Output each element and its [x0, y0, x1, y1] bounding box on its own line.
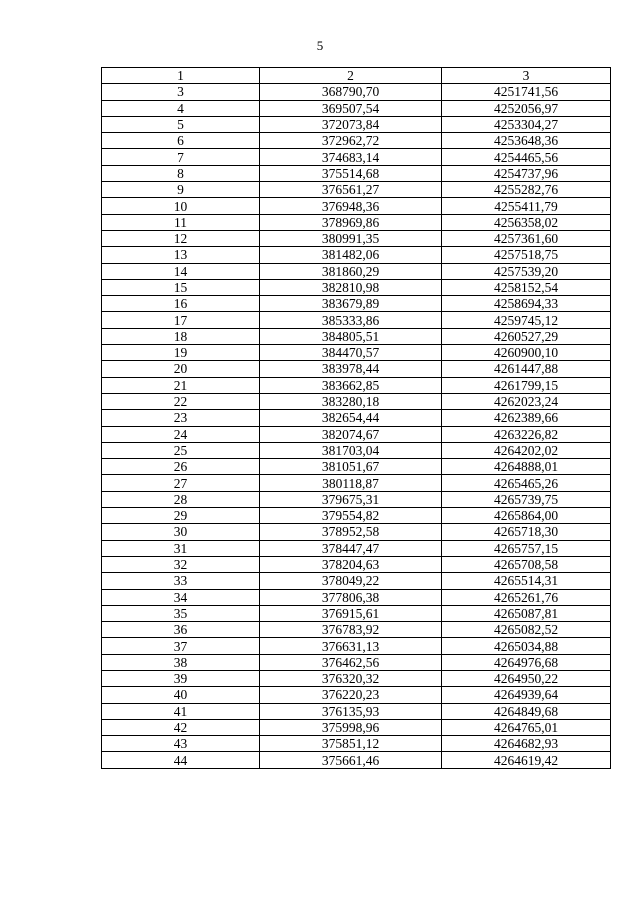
y-coordinate-cell: 4253648,36 — [442, 133, 611, 149]
column-header-2: 2 — [260, 68, 442, 84]
point-number-cell: 24 — [102, 426, 260, 442]
table-row — [102, 426, 611, 442]
x-coordinate-cell: 382654,44 — [260, 410, 442, 426]
table-row — [102, 84, 611, 100]
point-number-cell: 11 — [102, 214, 260, 230]
point-number-cell: 6 — [102, 133, 260, 149]
point-number-cell: 32 — [102, 556, 260, 572]
table-row — [102, 361, 611, 377]
x-coordinate-cell: 383280,18 — [260, 393, 442, 409]
x-coordinate-cell: 381703,04 — [260, 442, 442, 458]
x-coordinate-cell: 375514,68 — [260, 165, 442, 181]
table-row — [102, 638, 611, 654]
x-coordinate-cell: 376915,61 — [260, 605, 442, 621]
table-row — [102, 442, 611, 458]
y-coordinate-cell: 4256358,02 — [442, 214, 611, 230]
point-number-cell: 16 — [102, 296, 260, 312]
y-coordinate-cell: 4264976,68 — [442, 654, 611, 670]
table-row — [102, 345, 611, 361]
point-number-cell: 10 — [102, 198, 260, 214]
y-coordinate-cell: 4262389,66 — [442, 410, 611, 426]
y-coordinate-cell: 4260527,29 — [442, 328, 611, 344]
y-coordinate-cell: 4265514,31 — [442, 573, 611, 589]
point-number-cell: 8 — [102, 165, 260, 181]
x-coordinate-cell: 383978,44 — [260, 361, 442, 377]
table-row — [102, 377, 611, 393]
x-coordinate-cell: 385333,86 — [260, 312, 442, 328]
y-coordinate-cell: 4264950,22 — [442, 670, 611, 686]
table-header — [102, 68, 611, 84]
table-row — [102, 524, 611, 540]
table-row — [102, 605, 611, 621]
x-coordinate-cell: 382810,98 — [260, 279, 442, 295]
table-row — [102, 410, 611, 426]
table-row — [102, 247, 611, 263]
x-coordinate-cell: 372962,72 — [260, 133, 442, 149]
point-number-cell: 4 — [102, 100, 260, 116]
table-row — [102, 589, 611, 605]
point-number-cell: 19 — [102, 345, 260, 361]
point-number-cell: 38 — [102, 654, 260, 670]
x-coordinate-cell: 378049,22 — [260, 573, 442, 589]
table-row — [102, 573, 611, 589]
column-header-3: 3 — [442, 68, 611, 84]
x-coordinate-cell: 384805,51 — [260, 328, 442, 344]
y-coordinate-cell: 4265261,76 — [442, 589, 611, 605]
page-number: 5 — [316, 38, 324, 53]
x-coordinate-cell: 378969,86 — [260, 214, 442, 230]
point-number-cell: 21 — [102, 377, 260, 393]
x-coordinate-cell: 384470,57 — [260, 345, 442, 361]
x-coordinate-cell: 383662,85 — [260, 377, 442, 393]
x-coordinate-cell: 380991,35 — [260, 230, 442, 246]
y-coordinate-cell: 4258152,54 — [442, 279, 611, 295]
x-coordinate-cell: 376631,13 — [260, 638, 442, 654]
point-number-cell: 34 — [102, 589, 260, 605]
y-coordinate-cell: 4265465,26 — [442, 475, 611, 491]
table-row — [102, 736, 611, 752]
y-coordinate-cell: 4261799,15 — [442, 377, 611, 393]
y-coordinate-cell: 4255411,79 — [442, 198, 611, 214]
point-number-cell: 44 — [102, 752, 260, 768]
y-coordinate-cell: 4265087,81 — [442, 605, 611, 621]
table-row — [102, 133, 611, 149]
x-coordinate-cell: 376561,27 — [260, 182, 442, 198]
table-row — [102, 312, 611, 328]
point-number-cell: 3 — [102, 84, 260, 100]
table-body — [102, 84, 611, 768]
y-coordinate-cell: 4264202,02 — [442, 442, 611, 458]
point-number-cell: 37 — [102, 638, 260, 654]
y-coordinate-cell: 4258694,33 — [442, 296, 611, 312]
point-number-cell: 31 — [102, 540, 260, 556]
y-coordinate-cell: 4265082,52 — [442, 622, 611, 638]
table-row — [102, 491, 611, 507]
y-coordinate-cell: 4251741,56 — [442, 84, 611, 100]
y-coordinate-cell: 4265034,88 — [442, 638, 611, 654]
x-coordinate-cell: 376948,36 — [260, 198, 442, 214]
y-coordinate-cell: 4255282,76 — [442, 182, 611, 198]
x-coordinate-cell: 378447,47 — [260, 540, 442, 556]
y-coordinate-cell: 4264765,01 — [442, 719, 611, 735]
point-number-cell: 17 — [102, 312, 260, 328]
y-coordinate-cell: 4264619,42 — [442, 752, 611, 768]
table-row — [102, 328, 611, 344]
table-row — [102, 719, 611, 735]
y-coordinate-cell: 4264849,68 — [442, 703, 611, 719]
table-row — [102, 182, 611, 198]
point-number-cell: 7 — [102, 149, 260, 165]
point-number-cell: 9 — [102, 182, 260, 198]
point-number-cell: 26 — [102, 459, 260, 475]
x-coordinate-cell: 381482,06 — [260, 247, 442, 263]
table-row — [102, 703, 611, 719]
table-row — [102, 116, 611, 132]
x-coordinate-cell: 376135,93 — [260, 703, 442, 719]
x-coordinate-cell: 376220,23 — [260, 687, 442, 703]
y-coordinate-cell: 4254737,96 — [442, 165, 611, 181]
table-row — [102, 670, 611, 686]
point-number-cell: 29 — [102, 508, 260, 524]
x-coordinate-cell: 380118,87 — [260, 475, 442, 491]
x-coordinate-cell: 372073,84 — [260, 116, 442, 132]
y-coordinate-cell: 4257361,60 — [442, 230, 611, 246]
x-coordinate-cell: 375851,12 — [260, 736, 442, 752]
table-row — [102, 475, 611, 491]
y-coordinate-cell: 4259745,12 — [442, 312, 611, 328]
x-coordinate-cell: 368790,70 — [260, 84, 442, 100]
table-row — [102, 687, 611, 703]
y-coordinate-cell: 4265757,15 — [442, 540, 611, 556]
point-number-cell: 41 — [102, 703, 260, 719]
header-row — [102, 68, 611, 84]
point-number-cell: 18 — [102, 328, 260, 344]
point-number-cell: 13 — [102, 247, 260, 263]
point-number-cell: 23 — [102, 410, 260, 426]
x-coordinate-cell: 377806,38 — [260, 589, 442, 605]
point-number-cell: 20 — [102, 361, 260, 377]
table-row — [102, 752, 611, 768]
point-number-cell: 35 — [102, 605, 260, 621]
x-coordinate-cell: 381860,29 — [260, 263, 442, 279]
y-coordinate-cell: 4265708,58 — [442, 556, 611, 572]
y-coordinate-cell: 4265718,30 — [442, 524, 611, 540]
point-number-cell: 15 — [102, 279, 260, 295]
y-coordinate-cell: 4253304,27 — [442, 116, 611, 132]
point-number-cell: 27 — [102, 475, 260, 491]
table-row — [102, 508, 611, 524]
table-row — [102, 230, 611, 246]
point-number-cell: 42 — [102, 719, 260, 735]
column-header-1: 1 — [102, 68, 260, 84]
point-number-cell: 28 — [102, 491, 260, 507]
y-coordinate-cell: 4257539,20 — [442, 263, 611, 279]
y-coordinate-cell: 4263226,82 — [442, 426, 611, 442]
x-coordinate-cell: 375661,46 — [260, 752, 442, 768]
y-coordinate-cell: 4254465,56 — [442, 149, 611, 165]
point-number-cell: 5 — [102, 116, 260, 132]
x-coordinate-cell: 376783,92 — [260, 622, 442, 638]
y-coordinate-cell: 4260900,10 — [442, 345, 611, 361]
table-row — [102, 540, 611, 556]
table-row — [102, 198, 611, 214]
x-coordinate-cell: 369507,54 — [260, 100, 442, 116]
x-coordinate-cell: 382074,67 — [260, 426, 442, 442]
table-row — [102, 296, 611, 312]
point-number-cell: 39 — [102, 670, 260, 686]
table-row — [102, 459, 611, 475]
y-coordinate-cell: 4265739,75 — [442, 491, 611, 507]
coordinates-table — [101, 67, 611, 769]
x-coordinate-cell: 378204,63 — [260, 556, 442, 572]
table-row — [102, 100, 611, 116]
x-coordinate-cell: 374683,14 — [260, 149, 442, 165]
table-row — [102, 279, 611, 295]
y-coordinate-cell: 4262023,24 — [442, 393, 611, 409]
y-coordinate-cell: 4257518,75 — [442, 247, 611, 263]
table-row — [102, 263, 611, 279]
table-row — [102, 214, 611, 230]
x-coordinate-cell: 376320,32 — [260, 670, 442, 686]
table-row — [102, 654, 611, 670]
point-number-cell: 12 — [102, 230, 260, 246]
x-coordinate-cell: 378952,58 — [260, 524, 442, 540]
x-coordinate-cell: 379675,31 — [260, 491, 442, 507]
point-number-cell: 25 — [102, 442, 260, 458]
y-coordinate-cell: 4265864,00 — [442, 508, 611, 524]
x-coordinate-cell: 383679,89 — [260, 296, 442, 312]
y-coordinate-cell: 4252056,97 — [442, 100, 611, 116]
point-number-cell: 14 — [102, 263, 260, 279]
point-number-cell: 36 — [102, 622, 260, 638]
table-row — [102, 165, 611, 181]
y-coordinate-cell: 4264888,01 — [442, 459, 611, 475]
y-coordinate-cell: 4264939,64 — [442, 687, 611, 703]
x-coordinate-cell: 376462,56 — [260, 654, 442, 670]
table-row — [102, 556, 611, 572]
point-number-cell: 30 — [102, 524, 260, 540]
point-number-cell: 43 — [102, 736, 260, 752]
point-number-cell: 22 — [102, 393, 260, 409]
point-number-cell: 40 — [102, 687, 260, 703]
table-row — [102, 149, 611, 165]
point-number-cell: 33 — [102, 573, 260, 589]
table-row — [102, 622, 611, 638]
table-row — [102, 393, 611, 409]
x-coordinate-cell: 381051,67 — [260, 459, 442, 475]
y-coordinate-cell: 4264682,93 — [442, 736, 611, 752]
x-coordinate-cell: 379554,82 — [260, 508, 442, 524]
x-coordinate-cell: 375998,96 — [260, 719, 442, 735]
y-coordinate-cell: 4261447,88 — [442, 361, 611, 377]
